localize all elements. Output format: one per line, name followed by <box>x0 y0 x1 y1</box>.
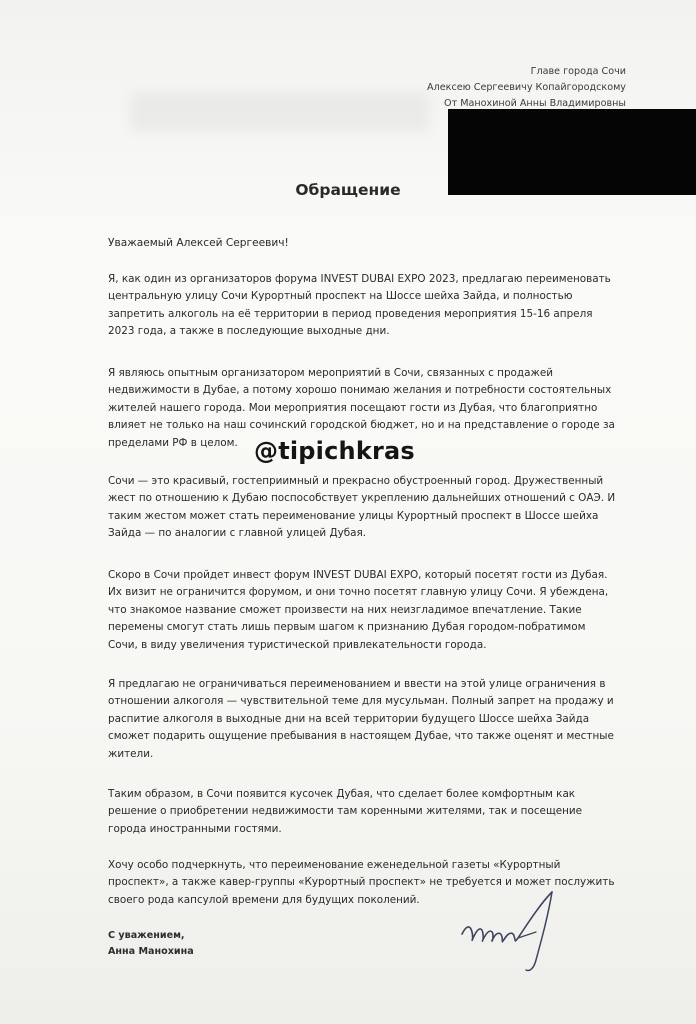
text-line: перемены смогут стать лишь первым шагом к признанию Дубая городом-побратимом <box>108 621 586 634</box>
text-line: пределами РФ в целом. <box>108 436 238 449</box>
text-line: жителей нашего города. Мои мероприятия посещают гости из Дубая, что благоприятно <box>108 401 598 414</box>
text-line: сможет подарить ощущение пребывания в настоящем Дубае, что также оценят и местные <box>108 730 614 743</box>
text-line: Я являюсь опытным организатором мероприятий в Сочи, связанных с продажей <box>108 367 553 379</box>
text-line: Сочи — это красивый, гостеприимный и прекрасно обустроенный город. Дружественный <box>108 475 604 487</box>
text-line: отношении алкоголя — чувствительной теме для мусульман. Полный запрет на продажу и <box>108 695 614 708</box>
scan-smudge <box>130 92 430 132</box>
paragraph <box>108 786 648 838</box>
text-line: Таким образом, в Сочи появится кусочек Дубая, что сделает более комфортным как <box>108 788 576 800</box>
text-line: Я, как один из организаторов форума INVEST DUBAI EXPO 2023, предлагаю переименовать <box>108 273 611 285</box>
text-line: города иностранными гостями. <box>108 822 282 835</box>
text-line: что знакомое название сможет произвести на них неизгладимое впечатление. Такие <box>108 603 582 616</box>
text-line: решение о приобретении недвижимости там коренными жителями, так и посещение <box>108 805 583 818</box>
closing-salutation: С уважением, <box>108 930 185 941</box>
addressee-line: Алексею Сергеевичу Копайгородскому <box>427 82 626 93</box>
text-line: Скоро в Сочи пройдет инвест форум INVEST DUBAI EXPO, который посетят гости из Дубая. <box>108 569 608 581</box>
paragraph <box>108 271 648 341</box>
text-line: распитие алкоголя в выходные дни на всей территории будущего Шоссе шейха Зайда <box>108 712 590 725</box>
greeting: Уважаемый Алексей Сергеевич! <box>108 237 289 249</box>
paragraph <box>108 567 648 654</box>
text-line: Их визит не ограничится форумом, и они точно посетят главную улицу Сочи. Я убеждена, <box>108 586 609 599</box>
text-line: Хочу особо подчеркнуть, что переименование еженедельной газеты «Курортный <box>108 859 561 871</box>
text-line: 2023 года, а также в последующие выходные дни. <box>108 325 390 338</box>
text-line: своего рода капсулой времени для будущих поколений. <box>108 893 420 906</box>
text-line: проспект», а также кавер-группы «Курортный проспект» не требуется и может послужить <box>108 876 615 889</box>
addressee-block <box>427 64 626 112</box>
watermark-text: @tipichkras <box>254 437 415 465</box>
text-line: недвижимости в Дубае, а потому хорошо понимаю желания и потребности состоятельных <box>108 384 612 397</box>
text-line: жители. <box>108 747 154 760</box>
paragraph <box>108 473 648 543</box>
text-line: Сочи, в виду увеличения туристической привлекательности города. <box>108 638 487 651</box>
text-line: жест по отношению к Дубаю поспособствует укреплению дальнейших отношений с ОАЭ. И <box>108 492 616 505</box>
signature-icon <box>456 886 586 976</box>
addressee-line: Главе города Сочи <box>530 66 626 77</box>
text-line: запретить алкоголь на её территории в период проведения мероприятия 15-16 апреля <box>108 307 593 320</box>
text-line: таким жестом может стать переименование улицы Курортный проспект в Шоссе шейха <box>108 509 599 522</box>
closing-name: Анна Манохина <box>108 946 194 957</box>
closing-block <box>108 928 194 960</box>
document-title: Обращение <box>295 181 401 199</box>
text-line: Зайда — по аналогии с главной улицей Дубая. <box>108 527 367 540</box>
text-line: влияет не только на наш сочинский городской бюджет, но и на представление о городе за <box>108 419 615 432</box>
text-line: Я предлагаю не ограничиваться переименованием и ввести на этой улице ограничения в <box>108 678 606 690</box>
sender-line: От Манохиной Анны Владимировны <box>444 98 626 109</box>
paragraph <box>108 676 648 763</box>
text-line: центральную улицу Сочи Курортный проспект на Шоссе шейха Зайда, и полностью <box>108 290 573 303</box>
